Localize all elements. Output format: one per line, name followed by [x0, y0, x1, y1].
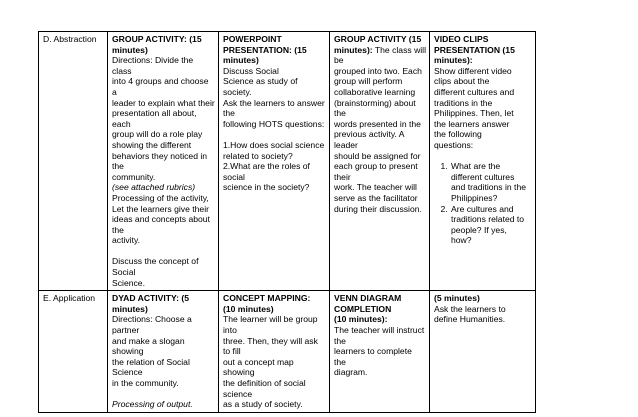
cell-body: Directions: Choose a partner and make a slogan showing the relation of Social Science in the community. [112, 314, 192, 388]
cell-body: The learner will be group into three. Then, they will ask to fill out a concept map showing the definition of social science as a study of society. [223, 314, 318, 410]
cell-title: POWERPOINT PRESENTATION: (15 minutes) [223, 34, 307, 66]
cell-title: CONCEPT MAPPING: (10 minutes) [223, 293, 311, 314]
lesson-plan-table [38, 31, 536, 413]
table-row-application [39, 291, 536, 413]
list-item: 2. Are cultures and traditions related to people? If yes, how? [450, 204, 532, 246]
row-label-abstraction [39, 32, 108, 291]
cell-humanities [430, 291, 536, 413]
cell-title: VENN DIAGRAM COMPLETION (10 minutes): [334, 293, 402, 325]
row-label: E. Application [43, 293, 96, 304]
table-row-abstraction [39, 32, 536, 291]
cell-group-activity [108, 32, 219, 291]
cell-title: VIDEO CLIPS PRESENTATION (15 minutes): [434, 34, 515, 66]
cell-body-3: Discuss the concept of Social Science. [112, 256, 199, 288]
row-label-application [39, 291, 108, 413]
question-list [434, 161, 532, 246]
cell-text [334, 34, 426, 214]
cell-italic-note: Processing of output. [112, 399, 193, 410]
cell-title: GROUP ACTIVITY (15 minutes): [334, 34, 422, 55]
list-item: 1. What are the different cultures and traditions in the Philippines? [450, 161, 532, 203]
cell-video-clips [430, 32, 536, 291]
cell-body-2: 1.How does social science related to society? 2.What are the roles of social science in the society? [223, 139, 325, 193]
cell-group-activity-2 [330, 32, 430, 291]
cell-body-2: Processing of the activity, Let the learners give their ideas and concepts about the activity. [112, 192, 210, 246]
cell-italic-note: (see attached rubrics) [112, 182, 196, 193]
cell-body: The class will be grouped into two. Each group will perform collaborative learning (brainstorming) about the words presented in the previous activity. A leader should be assigned for each group to present their work. The teacher will serve as the facilitator during their discussion. [334, 44, 427, 214]
cell-body: Ask the learners to define Humanities. [434, 303, 506, 325]
cell-venn-diagram [330, 291, 430, 413]
cell-title: (5 minutes) [434, 293, 480, 304]
cell-body: Directions: Divide the class into 4 groups and choose a leader to explain what their presentation all about, each group will do a role play showing the different behaviors they noticed in the community. [112, 55, 215, 182]
cell-dyad-activity [108, 291, 219, 413]
cell-title: GROUP ACTIVITY: (15 minutes) [112, 34, 202, 55]
cell-powerpoint [219, 32, 330, 291]
cell-body: Discuss Social Science as study of society. Ask the learners to answer the following HOTS questions: [223, 65, 325, 129]
cell-title: DYAD ACTIVITY: (5 minutes) [112, 293, 190, 314]
cell-body: Show different video clips about the different cultures and traditions in the Philippines. Then, let the learners answer the following questions: [434, 65, 515, 150]
cell-concept-mapping [219, 291, 330, 413]
row-label: D. Abstraction [43, 34, 97, 44]
cell-body: The teacher will instruct the learners to complete the diagram. [334, 325, 425, 378]
